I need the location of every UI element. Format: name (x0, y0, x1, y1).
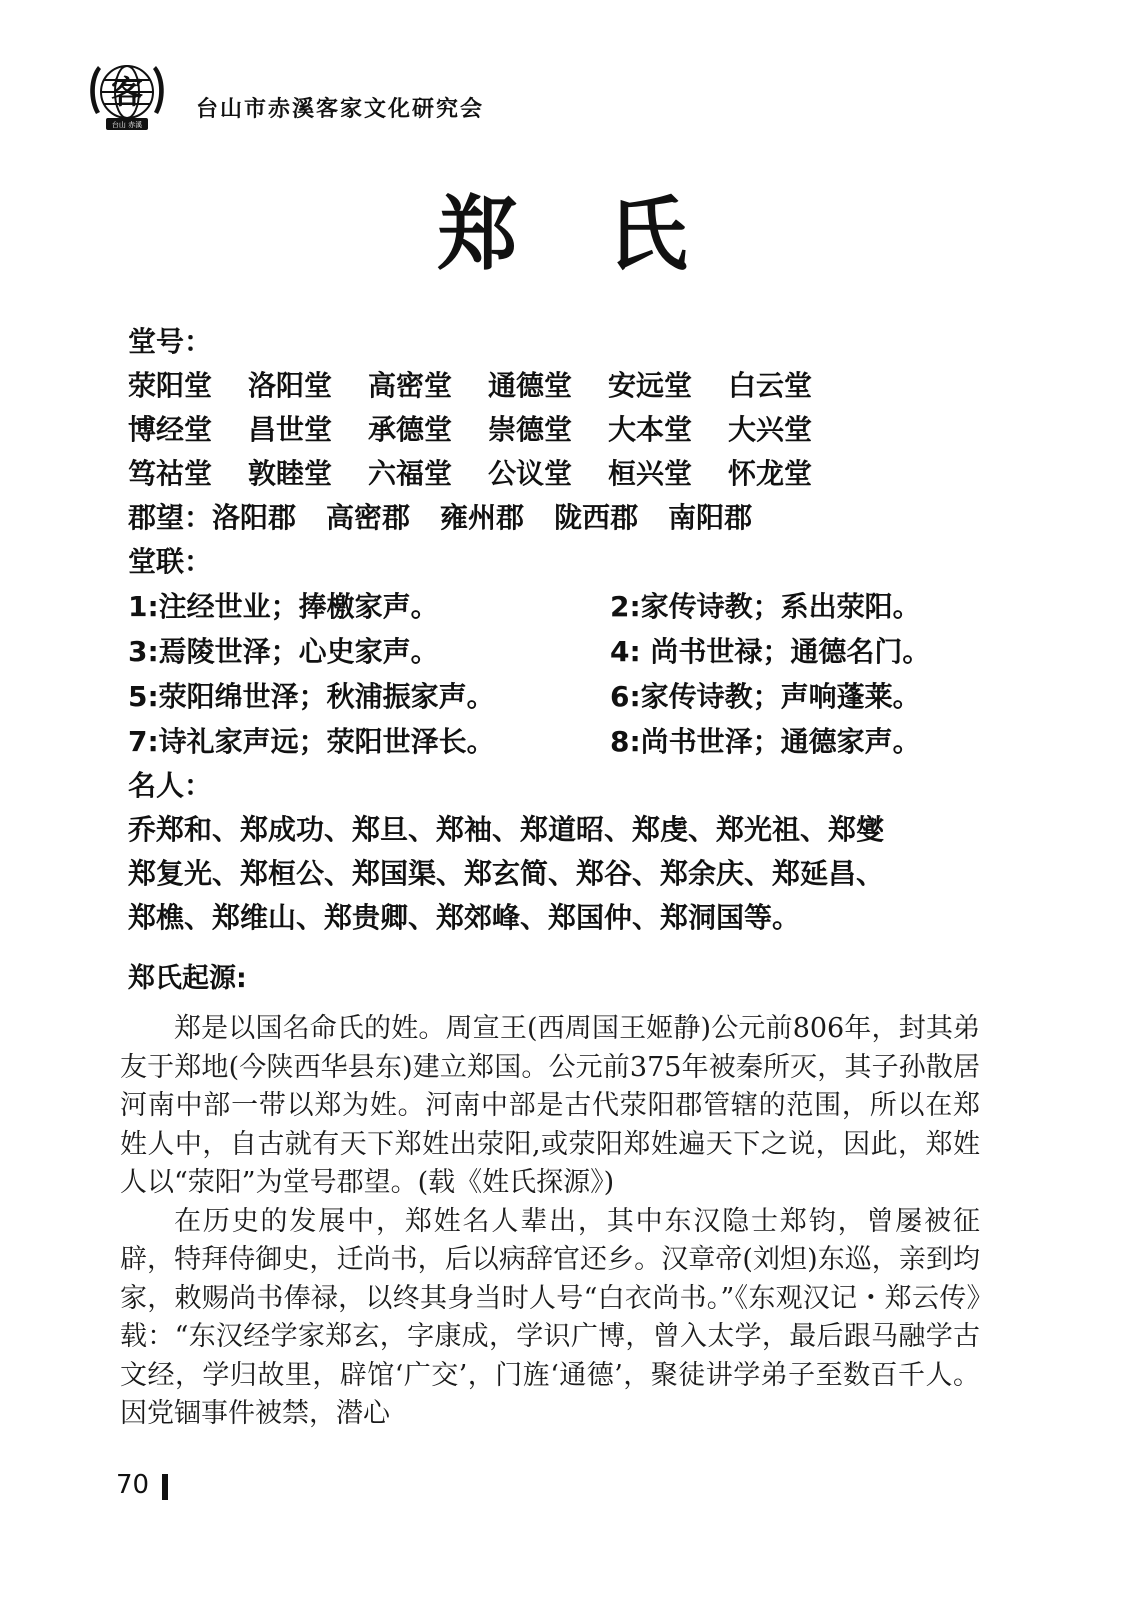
famous-people-line: 乔郑和、郑成功、郑旦、郑袖、郑道昭、郑虔、郑光祖、郑燮 (128, 813, 885, 846)
association-logo (84, 52, 170, 138)
tanghao-section (128, 320, 930, 940)
tanglian-label: 堂联： (128, 545, 213, 578)
junwang-item: 洛阳郡 (212, 501, 297, 534)
hall-name: 安远堂 (608, 369, 693, 402)
hall-name: 高密堂 (368, 369, 453, 402)
famous-people-line: 郑复光、郑桓公、郑国渠、郑玄简、郑谷、郑余庆、郑延昌、 (128, 857, 885, 890)
couplet: 2:家传诗教；系出荥阳。 (610, 590, 921, 623)
famous-people-line: 郑樵、郑维山、郑贵卿、郑郊峰、郑国仲、郑洞国等。 (128, 901, 801, 934)
svg-text:台山 赤溪: 台山 赤溪 (111, 121, 143, 129)
couplet: 8:尚书世泽；通德家声。 (610, 725, 921, 758)
hall-name: 大兴堂 (728, 413, 813, 446)
tanghao-row (128, 452, 930, 496)
couplet: 4: 尚书世禄；通德名门。 (610, 635, 931, 668)
couplet-row (128, 674, 930, 719)
hall-name: 白云堂 (728, 369, 813, 402)
paragraph: 郑是以国名命氏的姓。周宣王(西周国王姬静)公元前806年，封其弟友于郑地(今陕西华县东)建立郑国。公元前375年被秦所灭，其子孙散居河南中部一带以郑为姓。河南中部是古代荥阳郡管辖的范围，所以在郑姓人中，自古就有天下郑姓出荥阳,或荥阳郑姓遍天下之说，因此，郑姓人以“荥阳”为堂号郡望。(载《姓氏探源》) (120, 1013, 980, 1198)
hall-name: 昌世堂 (248, 413, 333, 446)
hall-name: 桓兴堂 (608, 457, 693, 490)
hall-name: 敦睦堂 (248, 457, 333, 490)
hall-name: 承德堂 (368, 413, 453, 446)
hall-name: 博经堂 (128, 413, 213, 446)
origin-heading: 郑氏起源: (128, 963, 247, 994)
hall-name: 大本堂 (608, 413, 693, 446)
junwang-item: 雍州郡 (440, 501, 525, 534)
junwang-item: 高密郡 (326, 501, 411, 534)
tanghao-row (128, 408, 930, 452)
couplet: 3:焉陵世泽；心史家声。 (128, 635, 439, 668)
svg-text:客: 客 (110, 73, 144, 111)
couplet: 6:家传诗教；声响蓬莱。 (610, 680, 921, 713)
paragraph: 在历史的发展中，郑姓名人辈出，其中东汉隐士郑钧，曾屡被征辟，特拜侍御史，迁尚书，后以病辞官还乡。汉章帝(刘炟)东巡，亲到均家，敕赐尚书俸禄，以终其身当时人号“白衣尚书。”《东观汉记・郑云传》载：“东汉经学家郑玄，字康成，学识广博，曾入太学，最后跟马融学古文经，学归故里，辟馆‘广交’，门旌‘通德’，聚徒讲学弟子至数百千人。因党锢事件被禁，潜心 (120, 1205, 980, 1429)
hall-name: 荥阳堂 (128, 369, 213, 402)
couplet-row (128, 719, 930, 764)
origin-text (120, 1010, 980, 1434)
junwang-item: 南阳郡 (668, 501, 753, 534)
hall-name: 洛阳堂 (248, 369, 333, 402)
hall-name: 崇德堂 (488, 413, 573, 446)
junwang-row (128, 496, 930, 540)
hall-name: 笃祜堂 (128, 457, 213, 490)
hall-name: 怀龙堂 (728, 457, 813, 490)
page-number: 70 (116, 1470, 150, 1500)
couplet: 7:诗礼家声远；荥阳世泽长。 (128, 725, 495, 758)
junwang-item: 陇西郡 (554, 501, 639, 534)
organization-name: 台山市赤溪客家文化研究会 (196, 96, 485, 122)
couplet: 1:注经世业；捧檄家声。 (128, 590, 439, 623)
hall-name: 六福堂 (368, 457, 453, 490)
tanghao-row (128, 364, 930, 408)
couplet-row (128, 629, 930, 674)
hall-name: 公议堂 (488, 457, 573, 490)
page-title: 郑氏 (437, 187, 778, 281)
page-number-bar (162, 1474, 168, 1500)
couplet-row (128, 584, 930, 629)
page-header (84, 52, 684, 142)
junwang-label: 郡望： (128, 501, 213, 534)
mingren-label: 名人： (128, 769, 213, 802)
tanghao-label: 堂号： (128, 325, 213, 358)
couplet: 5:荥阳绵世泽；秋浦振家声。 (128, 680, 495, 713)
hall-name: 通德堂 (488, 369, 573, 402)
